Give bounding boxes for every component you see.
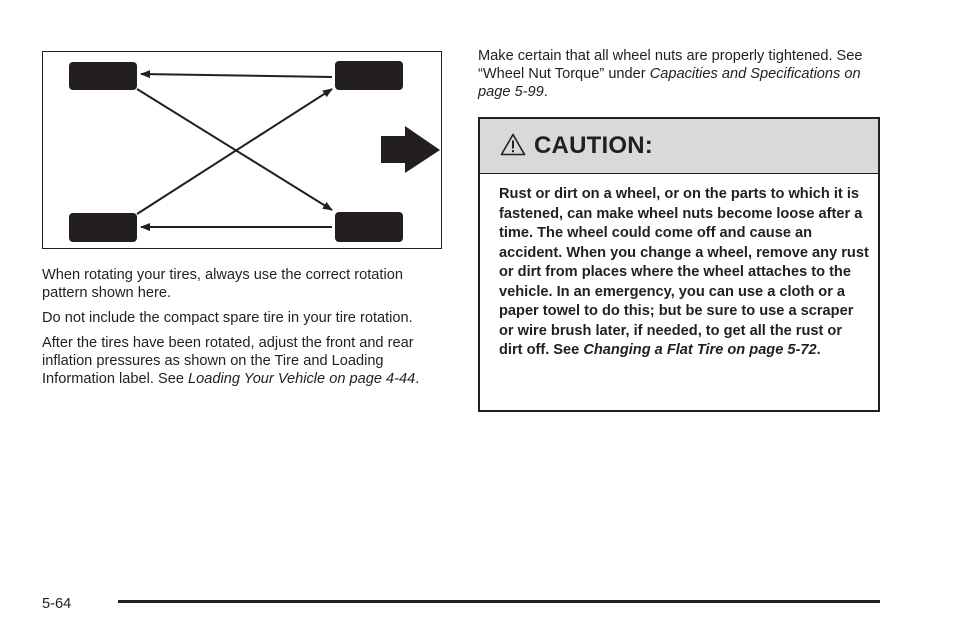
caution-end: . [816,342,821,358]
flat-tire-link[interactable]: Changing a Flat Tire on page 5-72 [583,342,817,358]
caution-text: Rust or dirt on a wheel, or on the parts to which it is fastened, can make wheel nuts become loose after a time. The wheel could come off and cause an accident. When you change a wheel, remove any rust or dirt from places where the wheel attaches to the vehicle. In an emergency, you can use a cloth or a paper towel to do this; but be sure to use a scraper or wire brush later, if needed, to get all the rust or dirt off. See [499,186,869,358]
capacities-link[interactable]: Capacities and Specifications on page 5-99 [478,66,861,100]
warning-triangle-icon [500,133,526,156]
wheel-nut-text: Make certain that all wheel nuts are properly tightened. See “Wheel Nut Torque” under [478,48,863,82]
inflation-text: After the tires have been rotated, adjust the front and rear inflation pressures as shown on the Tire and Loading Information label. See [42,335,414,387]
left-column [42,266,446,395]
rotation-pattern-graphic [43,52,441,248]
wheel-nut-paragraph [478,47,878,101]
tire-front-right [335,212,403,242]
tire-rear-right [69,213,137,242]
tire-front-left [335,61,403,90]
spare-tire-paragraph: Do not include the compact spare tire in your tire rotation. [42,310,413,326]
page-number: 5-64 [42,596,72,612]
inflation-end: . [415,371,420,387]
tire-rotation-diagram [42,51,442,249]
caution-header [480,119,878,174]
tire-rear-left [69,62,137,90]
right-column [478,47,878,108]
forward-direction-arrow [381,126,440,173]
caution-box [478,117,880,412]
caution-title: CAUTION: [534,132,653,159]
arrow-top-straight [141,74,332,77]
rotation-pattern-paragraph: When rotating your tires, always use the correct rotation pattern shown here. [42,267,403,301]
wheel-nut-end: . [543,84,548,100]
footer-rule [118,600,880,603]
inflation-paragraph [42,334,446,388]
caution-body [499,185,869,361]
loading-vehicle-link[interactable]: Loading Your Vehicle on page 4-44 [188,371,416,387]
